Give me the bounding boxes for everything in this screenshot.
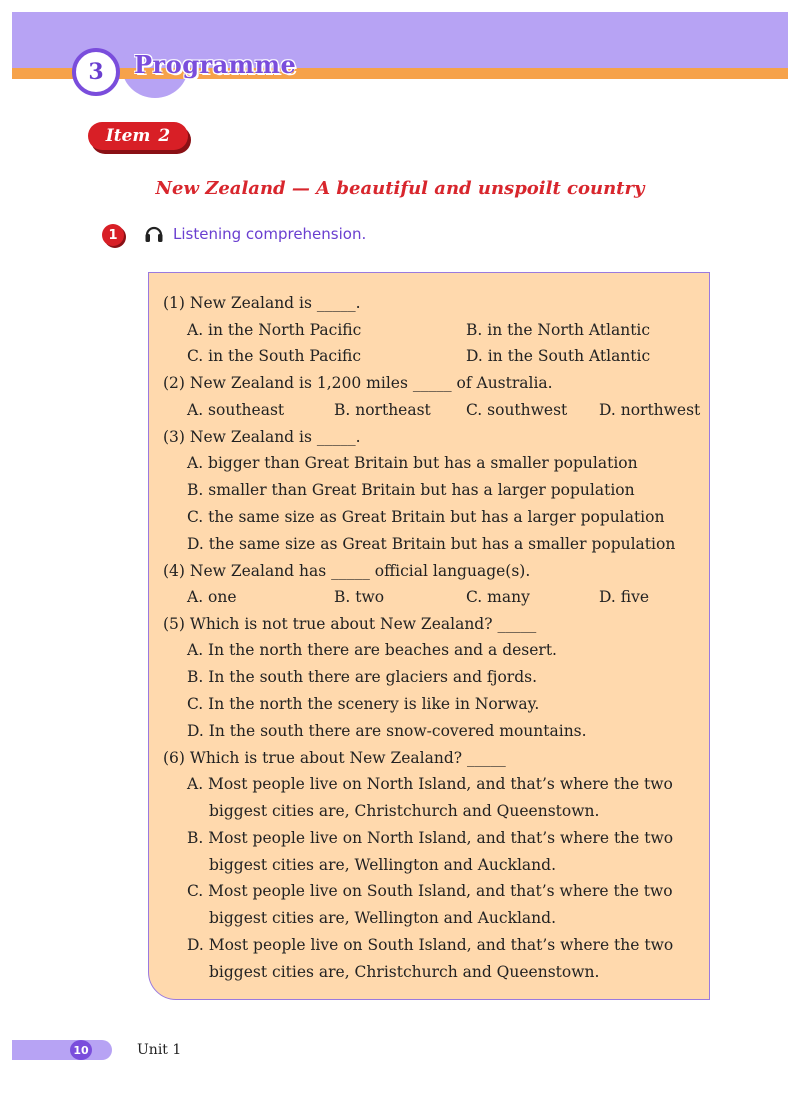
question-6-option-c-line1: C. Most people live on South Island, and that’s where the two bbox=[187, 882, 673, 900]
question-5-stem: (5) Which is not true about New Zealand? _____ bbox=[163, 615, 537, 633]
page-subtitle: New Zealand — A beautiful and unspoilt country bbox=[155, 178, 645, 199]
question-2-stem: (2) New Zealand is 1,200 miles _____ of Australia. bbox=[163, 374, 553, 392]
footer-bar bbox=[12, 1040, 112, 1060]
headphones-icon bbox=[144, 223, 164, 245]
question-1-option-c: C. in the South Pacific bbox=[187, 347, 362, 365]
question-1-stem: (1) New Zealand is _____. bbox=[163, 294, 361, 312]
question-6-option-d-line1: D. Most people live on South Island, and that’s where the two bbox=[187, 936, 674, 954]
question-6-option-d-line2: biggest cities are, Christchurch and Queenstown. bbox=[209, 963, 600, 981]
question-5-option-b: B. In the south there are glaciers and fjords. bbox=[187, 668, 538, 686]
question-6-option-c-line2: biggest cities are, Wellington and Auckland. bbox=[209, 909, 557, 927]
question-5-option-d: D. In the south there are snow-covered mountains. bbox=[187, 722, 587, 740]
question-2-option-c: C. southwest bbox=[466, 401, 568, 419]
section-number-badge: 3 bbox=[72, 48, 120, 96]
unit-label: Unit 1 bbox=[137, 1042, 182, 1058]
item-tag-label: Item bbox=[105, 126, 151, 146]
question-5-option-a: A. In the north there are beaches and a desert. bbox=[187, 641, 557, 659]
question-2-option-d: D. northwest bbox=[599, 401, 701, 419]
question-6-option-b-line2: biggest cities are, Wellington and Auckland. bbox=[209, 856, 557, 874]
item-tag-number: 2 bbox=[158, 126, 171, 146]
question-4-option-c: C. many bbox=[466, 588, 530, 606]
question-6-option-a-line1: A. Most people live on North Island, and that’s where the two bbox=[187, 775, 673, 793]
question-4-option-d: D. five bbox=[599, 588, 649, 606]
task-number-badge: 1 bbox=[102, 224, 124, 246]
page-number: 10 bbox=[70, 1040, 92, 1060]
question-3-stem: (3) New Zealand is _____. bbox=[163, 428, 361, 446]
question-3-option-d: D. the same size as Great Britain but has a smaller population bbox=[187, 535, 676, 553]
question-6-option-a-line2: biggest cities are, Christchurch and Queenstown. bbox=[209, 802, 600, 820]
question-box bbox=[148, 272, 710, 1000]
question-5-option-c: C. In the north the scenery is like in Norway. bbox=[187, 695, 540, 713]
question-2-option-b: B. northeast bbox=[334, 401, 431, 419]
question-1-option-d: D. in the South Atlantic bbox=[466, 347, 651, 365]
question-1-option-b: B. in the North Atlantic bbox=[466, 321, 651, 339]
question-4-option-b: B. two bbox=[334, 588, 385, 606]
question-3-option-c: C. the same size as Great Britain but has a larger population bbox=[187, 508, 665, 526]
question-3-option-b: B. smaller than Great Britain but has a larger population bbox=[187, 481, 635, 499]
task-label: Listening comprehension. bbox=[173, 225, 367, 243]
question-1-option-a: A. in the North Pacific bbox=[187, 321, 362, 339]
header-stripe bbox=[12, 68, 788, 79]
question-3-option-a: A. bigger than Great Britain but has a smaller population bbox=[187, 454, 638, 472]
item-tag bbox=[88, 122, 188, 150]
question-6-option-b-line1: B. Most people live on North Island, and that’s where the two bbox=[187, 829, 674, 847]
question-4-option-a: A. one bbox=[187, 588, 237, 606]
question-2-option-a: A. southeast bbox=[187, 401, 285, 419]
question-6-stem: (6) Which is true about New Zealand? _____ bbox=[163, 749, 506, 767]
section-title: Programme bbox=[134, 50, 297, 79]
question-4-stem: (4) New Zealand has _____ official language(s). bbox=[163, 562, 531, 580]
